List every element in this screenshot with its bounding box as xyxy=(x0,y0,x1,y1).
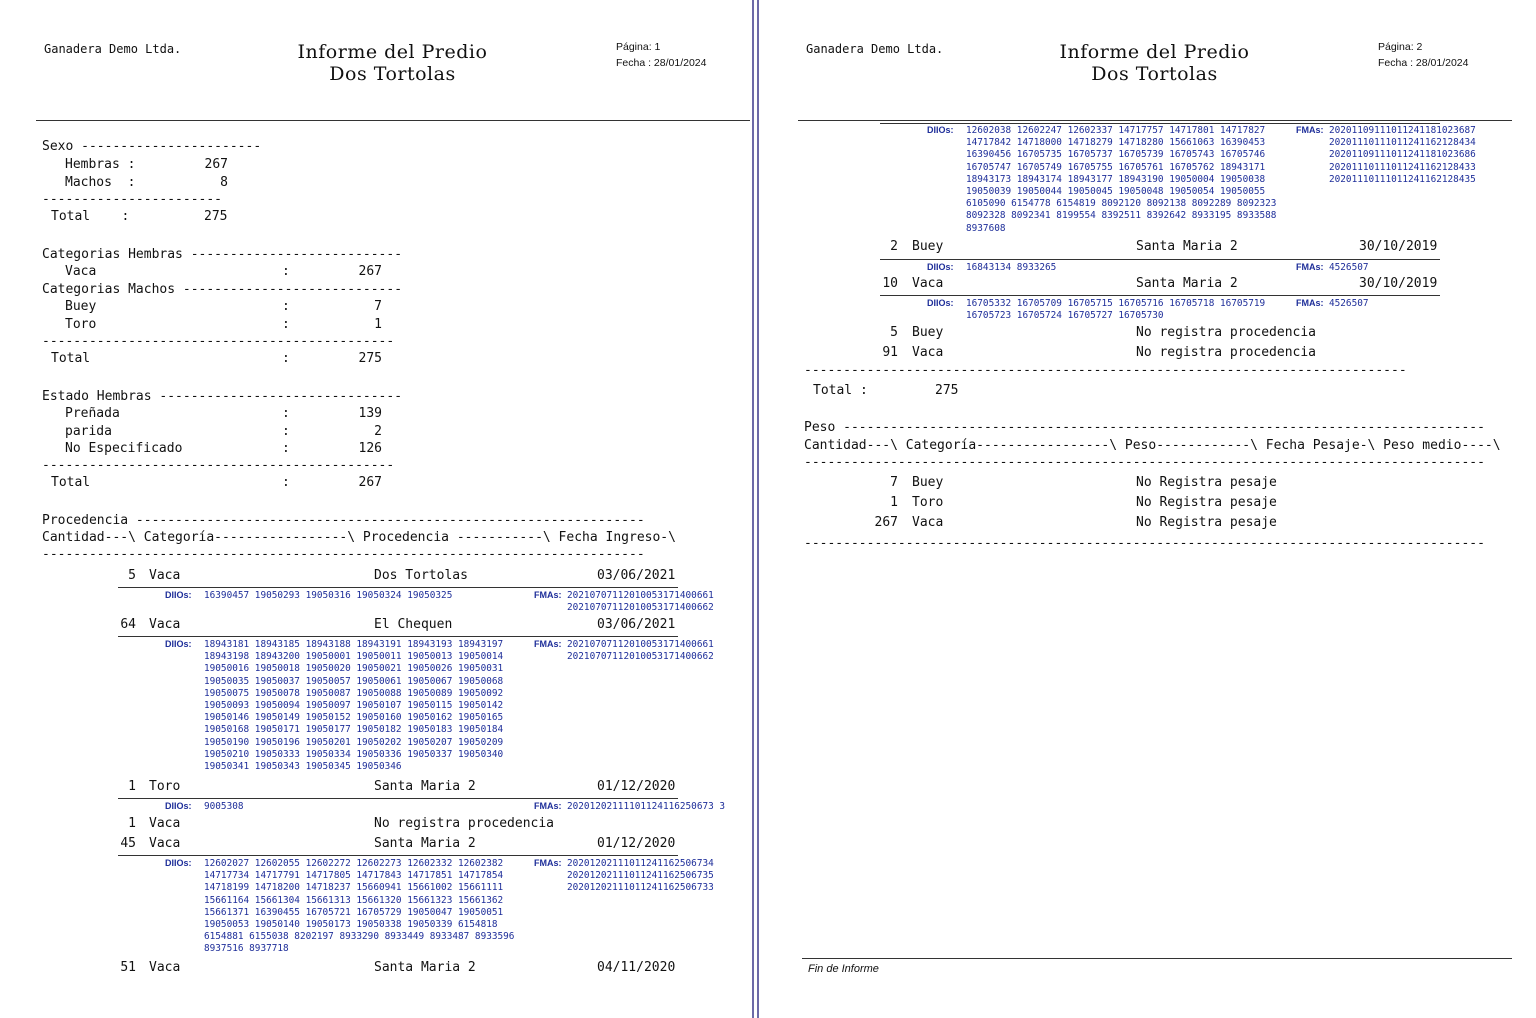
entry-date: 01/12/2020 xyxy=(597,836,676,851)
entry-date: 03/06/2021 xyxy=(597,617,676,632)
entry-category: Vaca xyxy=(149,960,181,975)
entry-diios: 16843134 8933265 xyxy=(966,262,1057,273)
entry-fmas: 20201202111101124116250673 3 xyxy=(567,801,726,812)
section-sexo-header: Sexo ----------------------- xyxy=(42,139,262,154)
cat-buey-label: Buey xyxy=(65,299,97,314)
entry-fmas: 20201202111011241162506734 20201202111011241162506735 20201202111011241162506733 xyxy=(567,858,714,894)
peso-category: Vaca xyxy=(912,515,944,530)
cat-toro-value: 1 xyxy=(374,317,382,332)
entry-category: Vaca xyxy=(912,276,944,291)
entry-qty: 1 xyxy=(128,816,136,831)
diios-label: DIIOs: xyxy=(165,858,192,868)
page-divider xyxy=(751,0,760,1018)
fmas-label: FMAs: xyxy=(534,590,562,600)
entry-date: 03/06/2021 xyxy=(597,568,676,583)
entry-rule xyxy=(880,295,1440,296)
entry-qty: 5 xyxy=(890,325,898,340)
entry-rule xyxy=(880,259,1440,260)
report-page-2 xyxy=(762,0,1536,1018)
entry-origin: Santa Maria 2 xyxy=(1136,276,1238,291)
company-name: Ganadera Demo Ltda. xyxy=(806,42,944,56)
fmas-label: FMAs: xyxy=(1296,125,1324,135)
entry-category: Vaca xyxy=(149,568,181,583)
entry-rule xyxy=(118,587,678,588)
entry-qty: 10 xyxy=(882,276,898,291)
report-title: Informe del Predio xyxy=(297,41,488,63)
entry-qty: 45 xyxy=(120,836,136,851)
sexo-machos-value: 8 xyxy=(220,175,228,190)
peso-value: No Registra pesaje xyxy=(1136,495,1277,510)
entry-category: Toro xyxy=(149,779,181,794)
property-name: Dos Tortolas xyxy=(1091,63,1218,85)
entry-origin: Santa Maria 2 xyxy=(1136,239,1238,254)
cat-total-value: 275 xyxy=(358,351,382,366)
dash-line: --------------------------------------------------------------------------------------- xyxy=(804,455,1485,470)
entry-category: Vaca xyxy=(149,836,181,851)
property-name: Dos Tortolas xyxy=(329,63,456,85)
entry-category: Buey xyxy=(912,239,944,254)
entry-date: 01/12/2020 xyxy=(597,779,676,794)
fmas-label: FMAs: xyxy=(534,639,562,649)
entry-category: Vaca xyxy=(149,617,181,632)
procedencia-total-label: Total : xyxy=(813,383,868,398)
entry-fmas: 20210707112010053171400661 20210707112010053171400662 xyxy=(567,639,714,663)
diios-label: DIIOs: xyxy=(927,125,954,135)
entry-fmas: 20201109111011241181023687 20201110111011241162128434 20201109111011241181023686 20201110111011241162128433 20201110111011241162128435 xyxy=(1329,125,1476,185)
entry-origin: Santa Maria 2 xyxy=(374,836,476,851)
cat-vaca-value: 267 xyxy=(358,264,382,279)
peso-value: No Registra pesaje xyxy=(1136,515,1277,530)
entry-origin: No registra procedencia xyxy=(1136,345,1317,360)
diios-label: DIIOs: xyxy=(165,801,192,811)
estado-prenada-label: Preñada xyxy=(65,406,120,421)
diios-label: DIIOs: xyxy=(165,590,192,600)
entry-category: Buey xyxy=(912,325,944,340)
diios-label: DIIOs: xyxy=(927,298,954,308)
entry-diios: 9005308 xyxy=(204,801,244,812)
entry-rule xyxy=(118,636,678,637)
sexo-machos-label: Machos : xyxy=(65,175,136,190)
entry-date: 04/11/2020 xyxy=(597,960,676,975)
entry-diios: 12602038 12602247 12602337 14717757 14717801 14717827 14717842 14718000 14718279 14718280 15661063 16390453 16390456 16705735 16705737 16705739 16705743 16705746 16705747 16705749 16705755 16705761 16705762 18943171 18943173 18943174 18943177 18943190 19050004 19050038 19050039 19050044 19050045 19050048 19050054 19050055 6105090 6154778 6154819 8092120 8092138 8092289 8092323 8092328 8092341 8199554 8392511 8392642 8933195 8933588 8937608 xyxy=(966,125,1277,234)
entry-diios: 12602027 12602055 12602272 12602273 12602332 12602382 14717734 14717791 14717805 14717843 14717851 14717854 14718199 14718200 14718237 15660941 15661002 15661111 15661164 15661304 15661313 15661320 15661323 15661362 15661371 16390455 16705721 16705729 19050047 19050051 19050053 19050140 19050173 19050338 19050339 6154818 6154881 6155038 8202197 8933290 8933449 8933487 8933596 8937516 8937718 xyxy=(204,858,515,955)
entry-rule xyxy=(118,855,678,856)
cat-colon: : xyxy=(282,317,290,332)
estado-parida-value: 2 xyxy=(374,424,382,439)
entry-origin: Dos Tortolas xyxy=(374,568,468,583)
dash-line: ----------------------------------------------------------------------------- xyxy=(804,363,1407,378)
estado-colon: : xyxy=(282,424,290,439)
fmas-label: FMAs: xyxy=(534,858,562,868)
cat-colon: : xyxy=(282,299,290,314)
cat-toro-label: Toro xyxy=(65,317,97,332)
dash-line: --------------------------------------------- xyxy=(42,458,395,473)
fmas-label: FMAs: xyxy=(1296,262,1324,272)
estado-total-value: 267 xyxy=(358,475,382,490)
report-page-1 xyxy=(0,0,750,1018)
cat-total-label: Total xyxy=(51,351,91,366)
entry-qty: 5 xyxy=(128,568,136,583)
estado-total-label: Total xyxy=(51,475,91,490)
peso-category: Buey xyxy=(912,475,944,490)
entry-rule xyxy=(118,798,678,799)
section-peso-header: Peso ---------------------------------------------------------------------------------- xyxy=(804,420,1485,435)
header-rule xyxy=(36,120,750,121)
entry-fmas: 20210707112010053171400661 20210707112010053171400662 xyxy=(567,590,714,614)
estado-no-especificado-value: 126 xyxy=(358,441,382,456)
page-number: Página: 1 xyxy=(616,41,661,53)
procedencia-total-value: 275 xyxy=(935,383,959,398)
footer-rule xyxy=(802,958,1512,959)
entry-qty: 51 xyxy=(120,960,136,975)
section-categorias-hembras-header: Categorias Hembras --------------------------- xyxy=(42,247,403,262)
peso-qty: 7 xyxy=(890,475,898,490)
fmas-label: FMAs: xyxy=(1296,298,1324,308)
sexo-total-label: Total : xyxy=(51,209,130,224)
entry-fmas: 4526507 xyxy=(1329,262,1369,273)
entry-diios: 18943181 18943185 18943188 18943191 18943193 18943197 18943198 18943200 19050001 19050011 19050013 19050014 19050016 19050018 19050020 19050021 19050026 19050031 19050035 19050037 19050057 19050061 19050067 19050068 19050075 19050078 19050087 19050088 19050089 19050092 19050093 19050094 19050097 19050107 19050115 19050142 19050146 19050149 19050152 19050160 19050162 19050165 19050168 19050171 19050177 19050182 19050183 19050184 19050190 19050196 19050201 19050202 19050207 19050209 19050210 19050333 19050334 19050336 19050337 19050340 19050341 19050343 19050345 19050346 xyxy=(204,639,504,773)
report-date: Fecha : 28/01/2024 xyxy=(616,57,707,69)
dash-line: ----------------------------------------------------------------------------- xyxy=(42,547,645,562)
entry-qty: 1 xyxy=(128,779,136,794)
cat-vaca-label: Vaca xyxy=(65,264,97,279)
section-procedencia-header: Procedencia ----------------------------------------------------------------- xyxy=(42,513,645,528)
entry-rule xyxy=(880,123,1440,124)
estado-parida-label: parida xyxy=(65,424,112,439)
entry-date: 30/10/2019 xyxy=(1359,239,1438,254)
peso-qty: 267 xyxy=(874,515,898,530)
footer-text: Fin de Informe xyxy=(808,963,879,975)
report-date: Fecha : 28/01/2024 xyxy=(1378,57,1469,69)
fmas-label: FMAs: xyxy=(534,801,562,811)
diios-label: DIIOs: xyxy=(165,639,192,649)
entry-origin: No registra procedencia xyxy=(1136,325,1317,340)
estado-no-especificado-label: No Especificado xyxy=(65,441,183,456)
peso-qty: 1 xyxy=(890,495,898,510)
peso-value: No Registra pesaje xyxy=(1136,475,1277,490)
estado-colon: : xyxy=(282,406,290,421)
entry-origin: Santa Maria 2 xyxy=(374,960,476,975)
entry-diios: 16705332 16705709 16705715 16705716 16705718 16705719 16705723 16705724 16705727 16705730 xyxy=(966,298,1266,322)
entry-origin: No registra procedencia xyxy=(374,816,555,831)
entry-category: Vaca xyxy=(149,816,181,831)
section-categorias-machos-header: Categorias Machos ---------------------------- xyxy=(42,282,403,297)
cat-colon: : xyxy=(282,351,290,366)
header-rule xyxy=(798,120,1512,121)
entry-qty: 2 xyxy=(890,239,898,254)
entry-fmas: 4526507 xyxy=(1329,298,1369,309)
sexo-hembras-value: 267 xyxy=(204,157,228,172)
entry-qty: 91 xyxy=(882,345,898,360)
entry-origin: Santa Maria 2 xyxy=(374,779,476,794)
estado-prenada-value: 139 xyxy=(358,406,382,421)
section-estado-header: Estado Hembras ------------------------------- xyxy=(42,389,403,404)
peso-columns: Cantidad---\ Categoría-----------------\ Peso------------\ Fecha Pesaje-\ Peso medio----\ xyxy=(804,438,1501,453)
company-name: Ganadera Demo Ltda. xyxy=(44,42,182,56)
dash-line: ----------------------- xyxy=(42,192,223,207)
entry-category: Vaca xyxy=(912,345,944,360)
dash-line: --------------------------------------------------------------------------------------- xyxy=(804,536,1485,551)
entry-date: 30/10/2019 xyxy=(1359,276,1438,291)
procedencia-columns: Cantidad---\ Categoría-----------------\ Procedencia -----------\ Fecha Ingreso-\ xyxy=(42,530,676,545)
report-title: Informe del Predio xyxy=(1059,41,1250,63)
sexo-hembras-label: Hembras : xyxy=(65,157,136,172)
sexo-total-value: 275 xyxy=(204,209,228,224)
entry-origin: El Chequen xyxy=(374,617,453,632)
estado-colon: : xyxy=(282,441,290,456)
dash-line: --------------------------------------------- xyxy=(42,334,395,349)
entry-diios: 16390457 19050293 19050316 19050324 19050325 xyxy=(204,590,453,601)
estado-colon: : xyxy=(282,475,290,490)
page-number: Página: 2 xyxy=(1378,41,1423,53)
peso-category: Toro xyxy=(912,495,944,510)
entry-qty: 64 xyxy=(120,617,136,632)
cat-buey-value: 7 xyxy=(374,299,382,314)
cat-colon: : xyxy=(282,264,290,279)
diios-label: DIIOs: xyxy=(927,262,954,272)
